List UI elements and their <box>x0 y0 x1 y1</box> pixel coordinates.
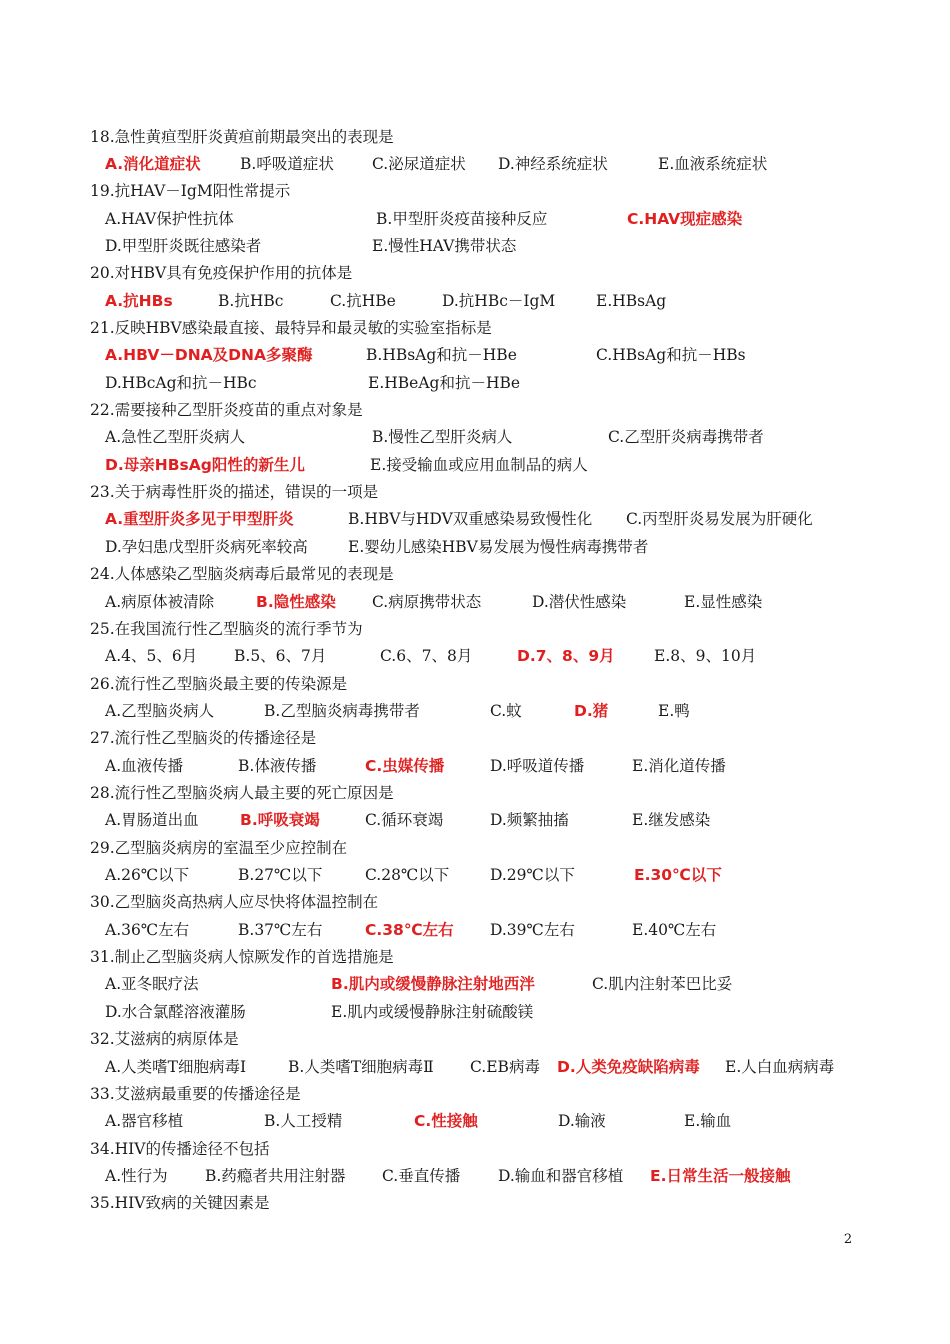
option-row <box>0 862 950 889</box>
option-e: E.HBsAg <box>596 292 667 310</box>
question-stem: 28.流行性乙型脑炎病人最主要的死亡原因是 <box>90 784 394 802</box>
question-stem: 24.人体感染乙型脑炎病毒后最常见的表现是 <box>90 565 394 583</box>
option-row <box>0 506 950 533</box>
option-c: C.肌内注射苯巴比妥 <box>592 975 733 993</box>
option-row <box>0 424 950 451</box>
option-b: B.37℃左右 <box>238 921 323 939</box>
question-stem: 25.在我国流行性乙型脑炎的流行季节为 <box>90 620 363 638</box>
question-stem: 26.流行性乙型脑炎最主要的传染源是 <box>90 675 348 693</box>
option-a: A.26℃以下 <box>105 866 190 884</box>
option-c: C.HBsAg和抗－HBs <box>596 346 746 364</box>
option-d-answer: D.母亲HBsAg阳性的新生儿 <box>105 456 305 474</box>
option-d: D.HBcAg和抗－HBc <box>105 374 257 392</box>
option-row <box>0 753 950 780</box>
option-e: E.婴幼儿感染HBV易发展为慢性病毒携带者 <box>348 538 649 556</box>
option-row <box>0 534 950 561</box>
option-a: A.性行为 <box>105 1167 168 1185</box>
option-e: E.输血 <box>684 1112 732 1130</box>
option-c: C.6、7、8月 <box>380 647 473 665</box>
option-c: C.病原携带状态 <box>372 593 482 611</box>
question-stem: 27.流行性乙型脑炎的传播途径是 <box>90 729 317 747</box>
option-row <box>0 206 950 233</box>
option-b: B.5、6、7月 <box>234 647 327 665</box>
option-c: C.28℃以下 <box>365 866 450 884</box>
option-a: A.乙型脑炎病人 <box>105 702 215 720</box>
option-c: C.乙型肝炎病毒携带者 <box>608 428 764 446</box>
option-e: E.显性感染 <box>684 593 763 611</box>
option-a-answer: A.消化道症状 <box>105 155 201 173</box>
option-c-answer: C.性接触 <box>414 1112 478 1130</box>
option-b: B.呼吸道症状 <box>240 155 334 173</box>
option-d: D.频繁抽搐 <box>490 811 569 829</box>
question-stem: 33.艾滋病最重要的传播途径是 <box>90 1085 301 1103</box>
option-e-answer: E.30℃以下 <box>634 866 722 884</box>
option-e: E.慢性HAV携带状态 <box>372 237 517 255</box>
option-c: C.丙型肝炎易发展为肝硬化 <box>626 510 813 528</box>
option-a-answer: A.重型肝炎多见于甲型肝炎 <box>105 510 294 528</box>
question-stem: 22.需要接种乙型肝炎疫苗的重点对象是 <box>90 401 363 419</box>
option-row <box>0 698 950 725</box>
option-row <box>0 807 950 834</box>
option-a-answer: A.抗HBs <box>105 292 173 310</box>
option-b-answer: B.肌内或缓慢静脉注射地西泮 <box>331 975 535 993</box>
option-c: C.蚊 <box>490 702 522 720</box>
option-c: C.泌尿道症状 <box>372 155 466 173</box>
option-d: D.神经系统症状 <box>498 155 608 173</box>
option-d: D.输血和器官移植 <box>498 1167 624 1185</box>
option-row <box>0 151 950 178</box>
option-b: B.体液传播 <box>238 757 317 775</box>
option-a: A.人类嗜T细胞病毒Ⅰ <box>105 1058 247 1076</box>
option-e: E.肌内或缓慢静脉注射硫酸镁 <box>331 1003 534 1021</box>
option-row <box>0 999 950 1026</box>
option-d-answer: D.人类免疫缺陷病毒 <box>557 1058 700 1076</box>
option-d: D.抗HBc－IgM <box>442 292 556 310</box>
option-b: B.HBV与HDV双重感染易致慢性化 <box>348 510 593 528</box>
question-stem: 21.反映HBV感染最直接、最特异和最灵敏的实验室指标是 <box>90 319 492 337</box>
option-row <box>0 1108 950 1135</box>
option-row <box>0 643 950 670</box>
option-c: C.EB病毒 <box>470 1058 540 1076</box>
option-b: B.甲型肝炎疫苗接种反应 <box>376 210 548 228</box>
option-e: E.HBeAg和抗－HBe <box>368 374 521 392</box>
option-d: D.水合氯醛溶液灌肠 <box>105 1003 246 1021</box>
question-stem: 31.制止乙型脑炎病人惊厥发作的首选措施是 <box>90 948 394 966</box>
option-e: E.继发感染 <box>632 811 711 829</box>
option-b: B.慢性乙型肝炎病人 <box>372 428 513 446</box>
option-e: E.40℃左右 <box>632 921 717 939</box>
question-stem: 35.HIV致病的关键因素是 <box>90 1194 270 1212</box>
option-e: E.人白血病病毒 <box>725 1058 835 1076</box>
option-e: E.消化道传播 <box>632 757 726 775</box>
option-a: A.器官移植 <box>105 1112 184 1130</box>
option-b: B.药瘾者共用注射器 <box>205 1167 346 1185</box>
option-a-answer: A.HBV－DNA及DNA多聚酶 <box>105 346 313 364</box>
option-row <box>0 971 950 998</box>
option-c: C.抗HBe <box>330 292 396 310</box>
option-e: E.接受输血或应用血制品的病人 <box>370 456 588 474</box>
option-d-answer: D.猪 <box>574 702 609 720</box>
option-b: B.27℃以下 <box>238 866 323 884</box>
option-b: B.HBsAg和抗－HBe <box>366 346 517 364</box>
question-stem: 29.乙型脑炎病房的室温至少应控制在 <box>90 839 348 857</box>
option-c: C.循环衰竭 <box>365 811 444 829</box>
option-a: A.病原体被清除 <box>105 593 215 611</box>
option-c: C.垂直传播 <box>382 1167 461 1185</box>
option-e: E.8、9、10月 <box>654 647 757 665</box>
question-stem: 18.急性黄疸型肝炎黄疸前期最突出的表现是 <box>90 128 394 146</box>
option-row <box>0 452 950 479</box>
option-row <box>0 917 950 944</box>
option-e: E.血液系统症状 <box>658 155 768 173</box>
option-row <box>0 1054 950 1081</box>
option-row <box>0 288 950 315</box>
option-c-answer: C.虫媒传播 <box>365 757 445 775</box>
option-d: D.潜伏性感染 <box>532 593 627 611</box>
question-stem: 30.乙型脑炎高热病人应尽快将体温控制在 <box>90 893 379 911</box>
option-b: B.人工授精 <box>264 1112 343 1130</box>
option-a: A.亚冬眠疗法 <box>105 975 199 993</box>
question-stem: 32.艾滋病的病原体是 <box>90 1030 239 1048</box>
question-stem: 19.抗HAV－IgM阳性常提示 <box>90 182 291 200</box>
option-c-answer: C.HAV现症感染 <box>627 210 743 228</box>
option-d-answer: D.7、8、9月 <box>517 647 615 665</box>
option-d: D.39℃左右 <box>490 921 575 939</box>
option-a: A.急性乙型肝炎病人 <box>105 428 246 446</box>
option-row <box>0 370 950 397</box>
option-d: D.29℃以下 <box>490 866 575 884</box>
option-b: B.人类嗜T细胞病毒Ⅱ <box>288 1058 434 1076</box>
option-row <box>0 1163 950 1190</box>
option-e-answer: E.日常生活一般接触 <box>650 1167 791 1185</box>
page-number: 2 <box>843 1232 853 1247</box>
option-a: A.4、5、6月 <box>105 647 198 665</box>
option-d: D.甲型肝炎既往感染者 <box>105 237 262 255</box>
question-stem: 34.HIV的传播途径不包括 <box>90 1140 270 1158</box>
option-a: A.HAV保护性抗体 <box>105 210 234 228</box>
question-stem: 20.对HBV具有免疫保护作用的抗体是 <box>90 264 353 282</box>
option-a: A.血液传播 <box>105 757 184 775</box>
option-d: D.孕妇患戊型肝炎病死率较高 <box>105 538 308 556</box>
question-stem: 23.关于病毒性肝炎的描述，错误的一项是 <box>90 483 379 501</box>
option-c-answer: C.38℃左右 <box>365 921 454 939</box>
option-b: B.抗HBc <box>218 292 284 310</box>
option-b-answer: B.呼吸衰竭 <box>240 811 320 829</box>
option-d: D.呼吸道传播 <box>490 757 585 775</box>
option-a: A.胃肠道出血 <box>105 811 199 829</box>
option-row <box>0 233 950 260</box>
option-b: B.乙型脑炎病毒携带者 <box>264 702 420 720</box>
option-a: A.36℃左右 <box>105 921 190 939</box>
option-row <box>0 589 950 616</box>
option-row <box>0 342 950 369</box>
option-e: E.鸭 <box>658 702 690 720</box>
option-b-answer: B.隐性感染 <box>256 593 336 611</box>
option-d: D.输液 <box>558 1112 606 1130</box>
